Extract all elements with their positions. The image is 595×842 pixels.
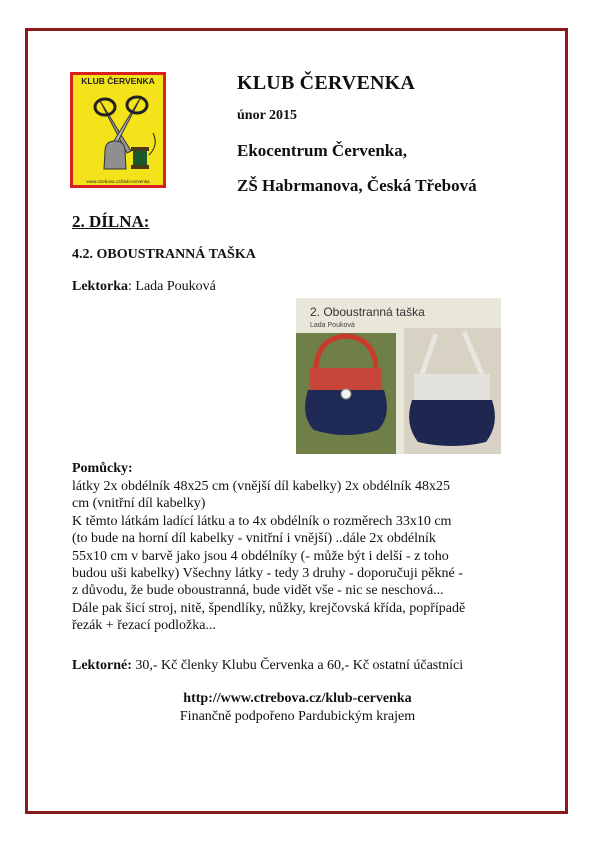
tools-line: (to bude na horní díl kabelky - vnitřní i vnější) ..dále 2x obdélník — [72, 531, 436, 547]
bag-photo — [296, 298, 501, 454]
fee-text: 30,- Kč členky Klubu Červenka a 60,- Kč ostatní účastníci — [131, 658, 464, 673]
tools-line: řezák + řezací podložka... — [72, 618, 216, 634]
fee-label: Lektorné: — [72, 658, 132, 673]
funding-note: Finančně podpořeno Pardubickým krajem — [179, 709, 416, 724]
club-title: KLUB ČERVENKA — [237, 72, 416, 94]
tools-line: budou uši kabelky) Všechny látky - tedy 3 druhy - doporučuji pěkné - — [72, 566, 463, 582]
tools-line: Dále pak šicí stroj, nitě, špendlíky, nůžky, krejčovská křída, popřípadě — [72, 600, 466, 616]
venue-line-2: ZŠ Habrmanova, Česká Třebová — [237, 176, 477, 195]
tools-line: látky 2x obdélník 48x25 cm (vnější díl kabelky) 2x obdélník 48x25 — [72, 479, 450, 494]
logo-title: KLUB ČERVENKA — [81, 76, 155, 86]
lector-label: Lektorka — [72, 279, 128, 294]
tools-heading: Pomůcky: — [72, 461, 133, 476]
club-website-link[interactable]: http://www.ctrebova.cz/klub-cervenka — [183, 691, 412, 706]
logo-url: www.ctrebova.cz/klub-cervenka — [86, 179, 150, 184]
club-logo — [70, 72, 166, 188]
section-heading: 2. DÍLNA: — [72, 212, 150, 231]
lector-line — [72, 279, 216, 295]
tools-line: K těmto látkám ladící látku a to 4x obdélník o rozměrech 33x10 cm — [72, 513, 452, 529]
tools-line: 55x10 cm v barvě jako jsou 4 obdélníky (- může být i delší - z toho — [72, 548, 449, 564]
bag-illustration — [296, 298, 501, 454]
fee-line — [72, 658, 463, 674]
photo-title: 2. Oboustranná taška — [310, 305, 425, 319]
photo-subtitle: Lada Pouková — [310, 322, 355, 329]
tools-line: z důvodu, že bude oboustranná, bude vidět vše - nic se neschová... — [72, 583, 444, 599]
venue-line-1: Ekocentrum Červenka, — [237, 141, 407, 160]
workshop-title: 4.2. OBOUSTRANNÁ TAŠKA — [72, 247, 256, 262]
lector-name: : Lada Pouková — [128, 279, 216, 294]
event-date: únor 2015 — [237, 108, 298, 123]
tools-paragraph — [72, 478, 532, 635]
tools-line: cm (vnitřní díl kabelky) — [72, 496, 206, 512]
scissors-thimble-icon — [79, 89, 163, 177]
